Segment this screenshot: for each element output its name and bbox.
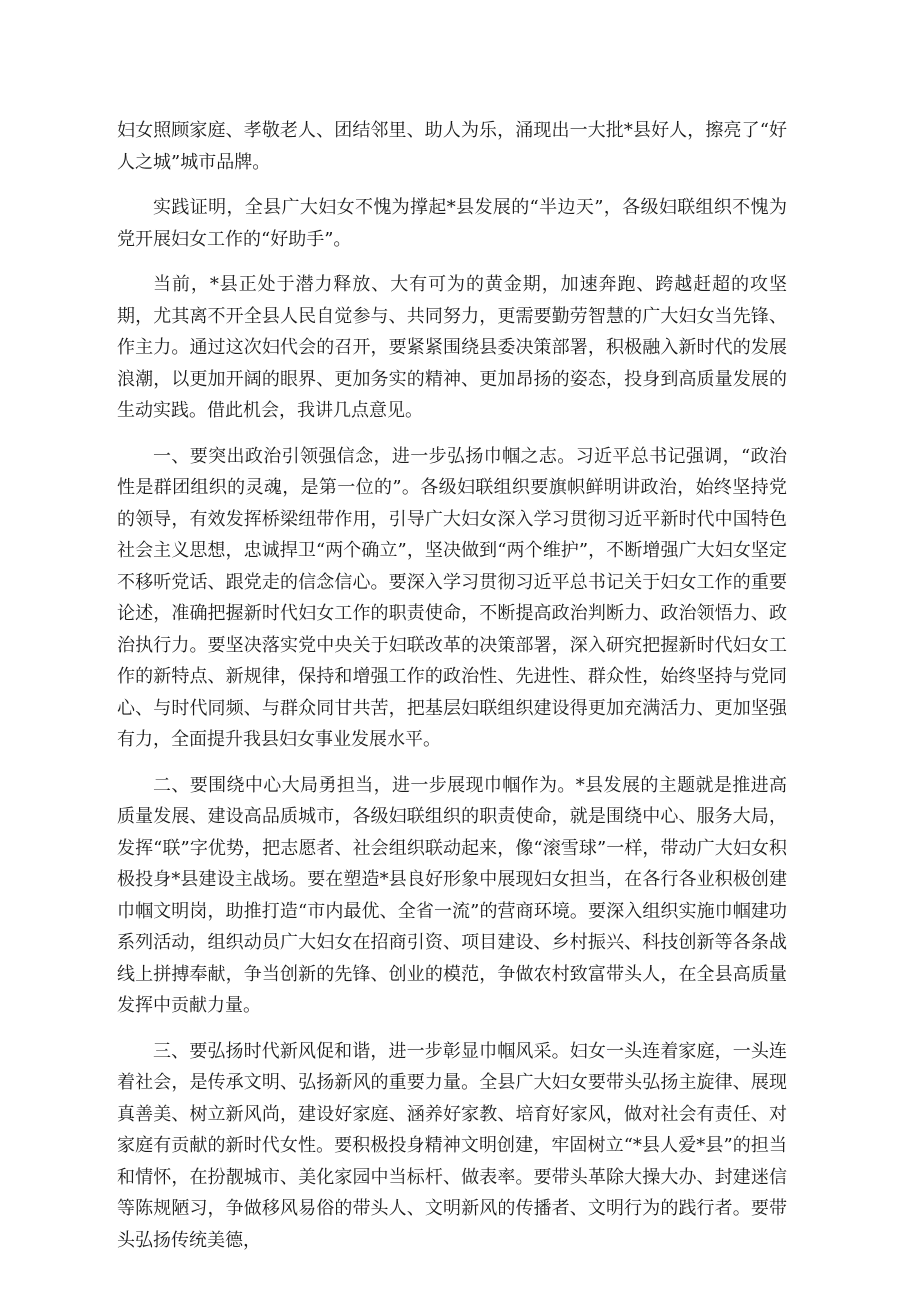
- document-body: [117, 115, 787, 1270]
- paragraph-continued: 妇女照顾家庭、孝敬老人、团结邻里、助人为乐，涌现出一大批*县好人，擦亮了“好人之城”城市品牌。: [117, 120, 787, 173]
- paragraph-point-one: 一、要突出政治引领强信念，进一步弘扬巾帼之志。习近平总书记强调，“政治性是群团组织的灵魂，是第一位的”。各级妇联组织要旗帜鲜明讲政治，始终坚持党的领导，有效发挥桥梁纽带作用，引导广大妇女深入学习贯彻习近平新时代中国特色社会主义思想，忠诚捍卫“两个确立”，坚决做到“两个维护”，不断增强广大妇女坚定不移听党话、跟党走的信念信心。要深入学习贯彻习近平总书记关于妇女工作的重要论述，准确把握新时代妇女工作的职责使命，不断提高政治判断力、政治领悟力、政治执行力。要坚决落实党中央关于妇联改革的决策部署，深入研究把握新时代妇女工作的新特点、新规律，保持和增强工作的政治性、先进性、群众性，始终坚持与党同心、与时代同频、与群众同甘共苦，把基层妇联组织建设得更加充满活力、更加坚强有力，全面提升我县妇女事业发展水平。: [117, 445, 787, 750]
- paragraph-current-situation: 当前，*县正处于潜力释放、大有可为的黄金期，加速奔跑、跨越赶超的攻坚期，尤其离不开全县人民自觉参与、共同努力，更需要勤劳智慧的广大妇女当先锋、作主力。通过这次妇代会的召开，要紧紧围绕县委决策部署，积极融入新时代的发展浪潮，以更加开阔的眼界、更加务实的精神、更加昂扬的姿态，投身到高质量发展的生动实践。借此机会，我讲几点意见。: [117, 274, 787, 421]
- paragraph-practice-proof: 实践证明，全县广大妇女不愧为撑起*县发展的“半边天”，各级妇联组织不愧为党开展妇女工作的“好助手”。: [117, 197, 787, 250]
- paragraph-point-two: 二、要围绕中心大局勇担当，进一步展现巾帼作为。*县发展的主题就是推进高质量发展、建设高品质城市，各级妇联组织的职责使命，就是围绕中心、服务大局，发挥“联”字优势，把志愿者、社会组织联动起来，像“滚雪球”一样，带动广大妇女积极投身*县建设主战场。要在塑造*县良好形象中展现妇女担当，在各行各业积极创建巾帼文明岗，助推打造“市内最优、全省一流”的营商环境。要深入组织实施巾帼建功系列活动，组织动员广大妇女在招商引资、项目建设、乡村振兴、科技创新等各条战线上拼搏奉献，争当创新的先锋、创业的模范，争做农村致富带头人，在全县高质量发挥中贡献力量。: [117, 774, 787, 1016]
- paragraph-point-three: 三、要弘扬时代新风促和谐，进一步彰显巾帼风采。妇女一头连着家庭，一头连着社会，是传承文明、弘扬新风的重要力量。全县广大妇女要带头弘扬主旋律、展现真善美、树立新风尚，建设好家庭、涵养好家教、培育好家风，做对社会有责任、对家庭有贡献的新时代女性。要积极投身精神文明创建，牢固树立“*县人爱*县”的担当和情怀，在扮靓城市、美化家园中当标杆、做表率。要带头革除大操大办、封建迷信等陈规陋习，争做移风易俗的带头人、文明新风的传播者、文明行为的践行者。要带头弘扬传统美德，: [117, 1040, 787, 1251]
